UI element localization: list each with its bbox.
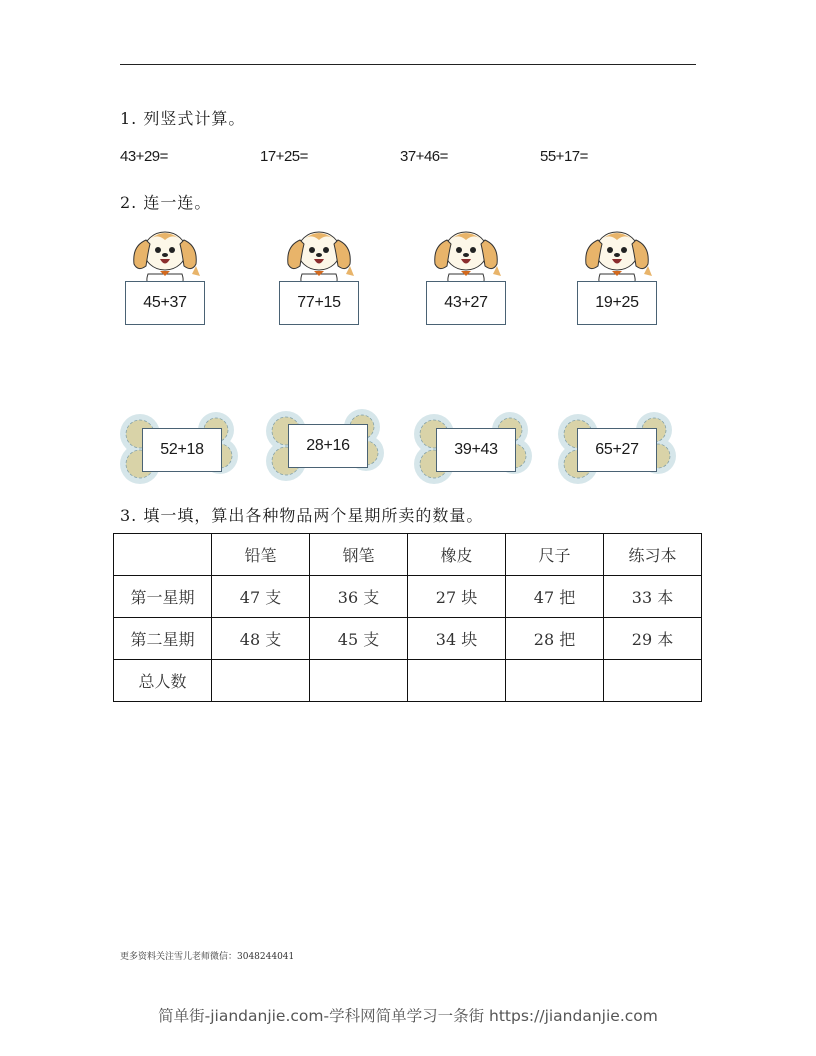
dog-expression-box: 43+27 [426,281,506,325]
bone-card[interactable] [118,408,238,488]
bone-expression-box: 39+43 [436,428,516,472]
footer-note: 更多资料关注雪儿老师微信：3048244041 [120,952,295,962]
dog-card[interactable] [572,226,662,336]
dog-icon [274,226,364,286]
table-cell: 45 支 [310,618,408,660]
table-row [114,660,702,702]
expression: 43+29= [120,148,168,165]
table-cell: 47 把 [506,576,604,618]
answer-cell[interactable] [604,660,702,702]
answer-cell[interactable] [310,660,408,702]
answer-cell[interactable] [506,660,604,702]
answer-cell[interactable] [212,660,310,702]
table-header-row [114,534,702,576]
bone-card[interactable] [412,408,532,488]
answer-cell[interactable] [408,660,506,702]
question-3-title: 3. 填一填，算出各种物品两个星期所卖的数量。 [120,506,484,525]
bone-expression-box: 52+18 [142,428,222,472]
header-rule [120,64,696,65]
dog-card[interactable] [274,226,364,336]
table-header-cell: 尺子 [506,534,604,576]
question-1-expressions [120,148,680,168]
row-label: 第一星期 [114,576,212,618]
dog-expression-box: 19+25 [577,281,657,325]
table-header-cell: 钢笔 [310,534,408,576]
dog-card[interactable] [421,226,511,336]
bone-card[interactable] [264,405,384,485]
bone-expression-box: 65+27 [577,428,657,472]
sales-table [113,533,702,702]
watermark: 简单街-jiandanjie.com-学科网简单学习一条街 https://jiandanjie.com [158,1007,658,1025]
bone-expression-box: 28+16 [288,424,368,468]
table-header-cell: 橡皮 [408,534,506,576]
table-header-cell [114,534,212,576]
table-cell: 48 支 [212,618,310,660]
table-cell: 33 本 [604,576,702,618]
row-label: 第二星期 [114,618,212,660]
table-cell: 28 把 [506,618,604,660]
dog-expression-box: 77+15 [279,281,359,325]
dog-card[interactable] [120,226,210,336]
dog-icon [120,226,210,286]
question-1-title: 1. 列竖式计算。 [120,109,246,128]
bone-card[interactable] [556,408,676,488]
expression: 37+46= [400,148,448,165]
row-label: 总人数 [114,660,212,702]
expression: 17+25= [260,148,308,165]
table-row [114,618,702,660]
question-2-title: 2. 连一连。 [120,193,212,212]
table-row [114,576,702,618]
dog-expression-box: 45+37 [125,281,205,325]
table-cell: 27 块 [408,576,506,618]
dog-icon [421,226,511,286]
table-header-cell: 练习本 [604,534,702,576]
table-header-cell: 铅笔 [212,534,310,576]
table-cell: 47 支 [212,576,310,618]
expression: 55+17= [540,148,588,165]
table-cell: 36 支 [310,576,408,618]
dog-icon [572,226,662,286]
table-cell: 29 本 [604,618,702,660]
table-cell: 34 块 [408,618,506,660]
